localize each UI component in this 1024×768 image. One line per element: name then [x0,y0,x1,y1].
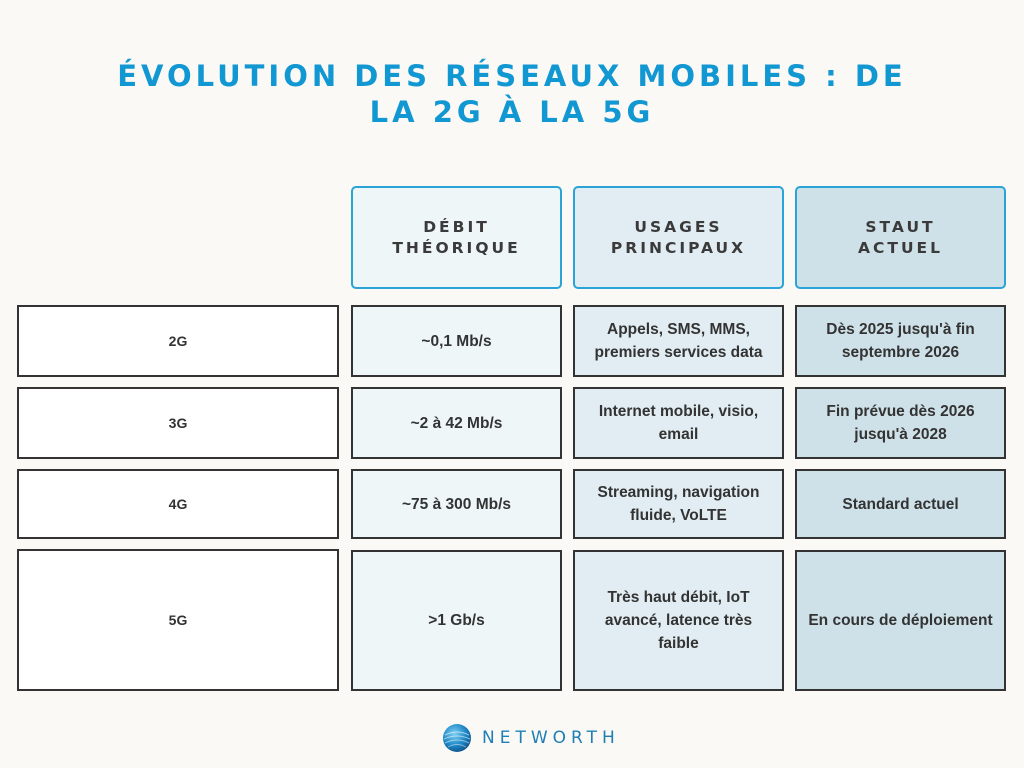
cell-3g-usages: Internet mobile, visio, email [573,387,784,459]
logo-text: NETWORTH [482,728,620,748]
networth-logo [442,723,620,753]
cell-4g-debit: ~75 à 300 Mb/s [351,469,562,539]
page-title [0,58,1024,130]
cell-4g-statut: Standard actuel [795,469,1006,539]
page-title-line-1: ÉVOLUTION DES RÉSEAUX MOBILES : DE [117,59,907,93]
cell-2g-statut: Dès 2025 jusqu'à fin septembre 2026 [795,305,1006,377]
column-header-debit: DÉBIT THÉORIQUE [351,186,562,289]
cell-5g-statut: En cours de déploiement [795,550,1006,691]
cell-5g-debit: >1 Gb/s [351,550,562,691]
cell-2g-debit: ~0,1 Mb/s [351,305,562,377]
row-label-2g: 2G [17,305,339,377]
globe-icon [442,723,472,753]
column-header-usages: USAGES PRINCIPAUX [573,186,784,289]
cell-3g-statut: Fin prévue dès 2026 jusqu'à 2028 [795,387,1006,459]
page-title-line-2: LA 2G À LA 5G [369,95,655,129]
cell-4g-usages: Streaming, navigation fluide, VoLTE [573,469,784,539]
cell-3g-debit: ~2 à 42 Mb/s [351,387,562,459]
cell-5g-usages: Très haut débit, IoT avancé, latence très faible [573,550,784,691]
row-label-3g: 3G [17,387,339,459]
row-label-5g: 5G [17,549,339,691]
column-header-statut: STAUT ACTUEL [795,186,1006,289]
cell-2g-usages: Appels, SMS, MMS, premiers services data [573,305,784,377]
row-label-4g: 4G [17,469,339,539]
